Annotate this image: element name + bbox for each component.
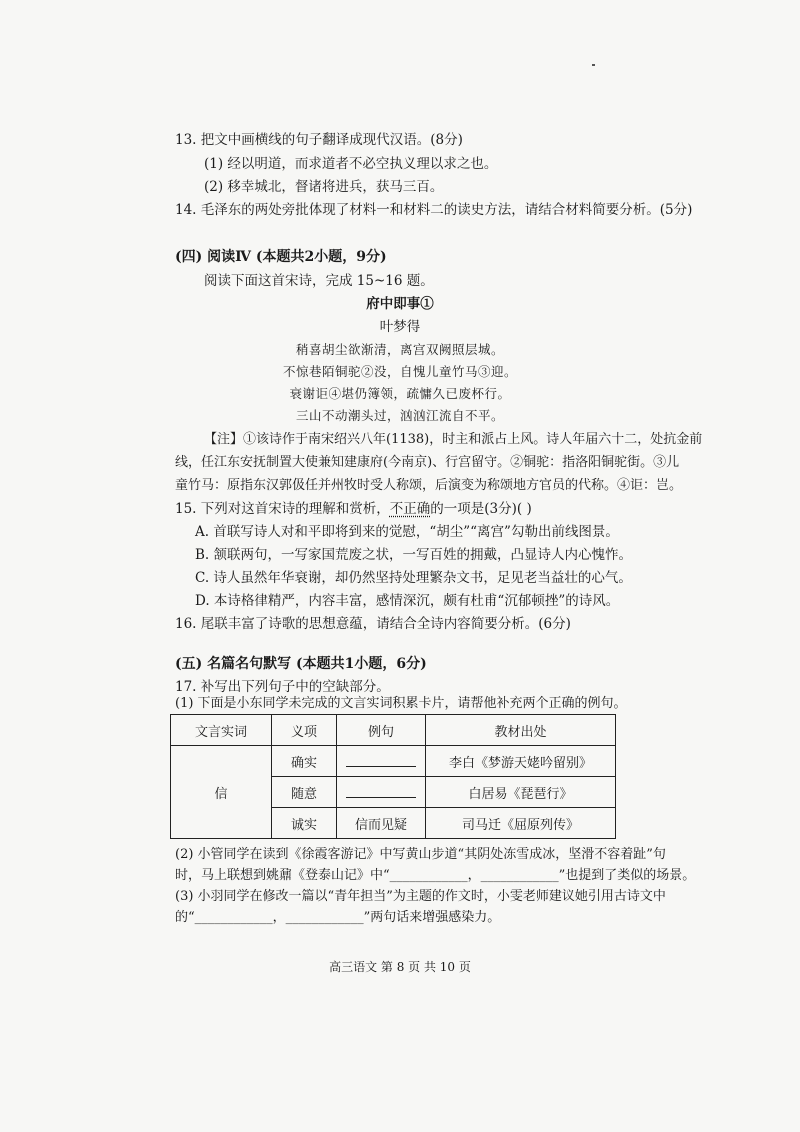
q17-part-2-line-1: (2) 小管同学在读到《徐霞客游记》中写黄山步道“其阴处冻雪成冰，坚滑不容着趾”句 (175, 847, 666, 862)
q17-part-3-line-2: 的“____________，____________”两句话来增强感染力。 (175, 910, 501, 925)
table-cell-meaning: 确实 (272, 746, 337, 777)
table-cell-example (337, 777, 426, 808)
table-header: 例句 (337, 715, 426, 746)
table-cell-example: 信而见疑 (337, 808, 426, 839)
poem-line-2: 不惊巷陌铜驼②没，自愧儿童竹马③迎。 (282, 364, 517, 379)
table-row (171, 746, 616, 777)
q16-stem: 16. 尾联丰富了诗歌的思想意蕴，请结合全诗内容简要分析。(6分) (175, 616, 571, 632)
q13-sentence-1: (1) 经以明道，而求道者不必空执义理以求之也。 (204, 156, 498, 172)
poem-note-3: 童竹马：原指东汉郭伋任并州牧时受人称颂，后演变为称颂地方官员的代称。④讵：岂。 (175, 478, 683, 493)
poem-line-3: 衰谢讵④堪仍簿领，疏慵久已废杯行。 (289, 386, 511, 401)
q14-stem: 14. 毛泽东的两处旁批体现了材料一和材料二的读史方法，请结合材料简要分析。(5分) (175, 202, 693, 218)
answer-blank[interactable] (346, 752, 416, 767)
page-footer: 高三语文 第 8 页 共 10 页 (329, 960, 471, 974)
q15-option-d: D. 本诗格律精严，内容丰富，感情深沉，颇有杜甫“沉郁顿挫”的诗风。 (195, 593, 620, 609)
scan-speck (592, 64, 595, 66)
table-cell-word: 信 (171, 746, 272, 839)
vocab-card-table (170, 714, 616, 839)
table-header: 文言实词 (171, 715, 272, 746)
poem-author: 叶梦得 (379, 319, 421, 335)
section5-title: (五) 名篇名句默写 (本题共1小题，6分) (175, 656, 427, 672)
q15-stem-pre: 15. 下列对这首宋诗的理解和赏析， (175, 501, 390, 517)
table-cell-source: 司马迁《屈原列传》 (426, 808, 616, 839)
answer-blank[interactable] (346, 783, 416, 798)
poem-line-1: 稍喜胡尘欲渐清，离宫双阙照层城。 (295, 342, 504, 357)
q17-stem: 17. 补写出下列句子中的空缺部分。 (175, 679, 390, 695)
q13-stem: 13. 把文中画横线的句子翻译成现代汉语。(8分) (175, 132, 463, 148)
q17-part-1: (1) 下面是小东同学未完成的文言实词积累卡片，请帮他补充两个正确的例句。 (175, 696, 627, 711)
table-cell-meaning: 随意 (272, 777, 337, 808)
table-cell-example (337, 746, 426, 777)
section4-instruction: 阅读下面这首宋诗，完成 15~16 题。 (204, 273, 434, 289)
q15-stem-emphasis: 不正确 (389, 501, 431, 517)
q15-stem (175, 499, 532, 519)
table-header-row (171, 715, 616, 746)
table-cell-meaning: 诚实 (272, 808, 337, 839)
q15-option-b: B. 颔联两句，一写家国荒废之状，一写百姓的拥戴，凸显诗人内心愧怍。 (195, 547, 633, 563)
q17-part-2-line-2: 时，马上联想到姚鼐《登泰山记》中“____________，____________”也提到了类似的场景。 (175, 868, 696, 883)
section4-title: (四) 阅读Ⅳ (本题共2小题，9分) (175, 249, 387, 265)
table-header: 义项 (272, 715, 337, 746)
q15-option-a: A. 首联写诗人对和平即将到来的觉慰，“胡尘”“离宫”勾勒出前线图景。 (195, 524, 619, 540)
poem-note-1: 【注】①该诗作于南宋绍兴八年(1138)，时主和派占上风。诗人年届六十二，处抗金前 (204, 432, 703, 447)
q15-option-c: C. 诗人虽然年华衰谢，却仍然坚持处理繁杂文书，足见老当益壮的心气。 (195, 570, 632, 586)
poem-line-4: 三山不动潮头过，汹汹江流自不平。 (295, 408, 504, 423)
q15-stem-post: 的一项是(3分)( ) (430, 501, 532, 517)
q17-part-3-line-1: (3) 小羽同学在修改一篇以“青年担当”为主题的作文时，小雯老师建议她引用古诗文中 (175, 889, 666, 904)
table-cell-source: 李白《梦游天姥吟留别》 (426, 746, 616, 777)
q13-sentence-2: (2) 移幸城北，督诸将进兵，获马三百。 (204, 179, 444, 195)
table-cell-source: 白居易《琵琶行》 (426, 777, 616, 808)
poem-note-2: 线，任江东安抚制置大使兼知建康府(今南京)、行宫留守。②铜驼：指洛阳铜驼街。③儿 (175, 455, 680, 470)
table-header: 教材出处 (426, 715, 616, 746)
poem-title: 府中即事① (366, 296, 434, 312)
